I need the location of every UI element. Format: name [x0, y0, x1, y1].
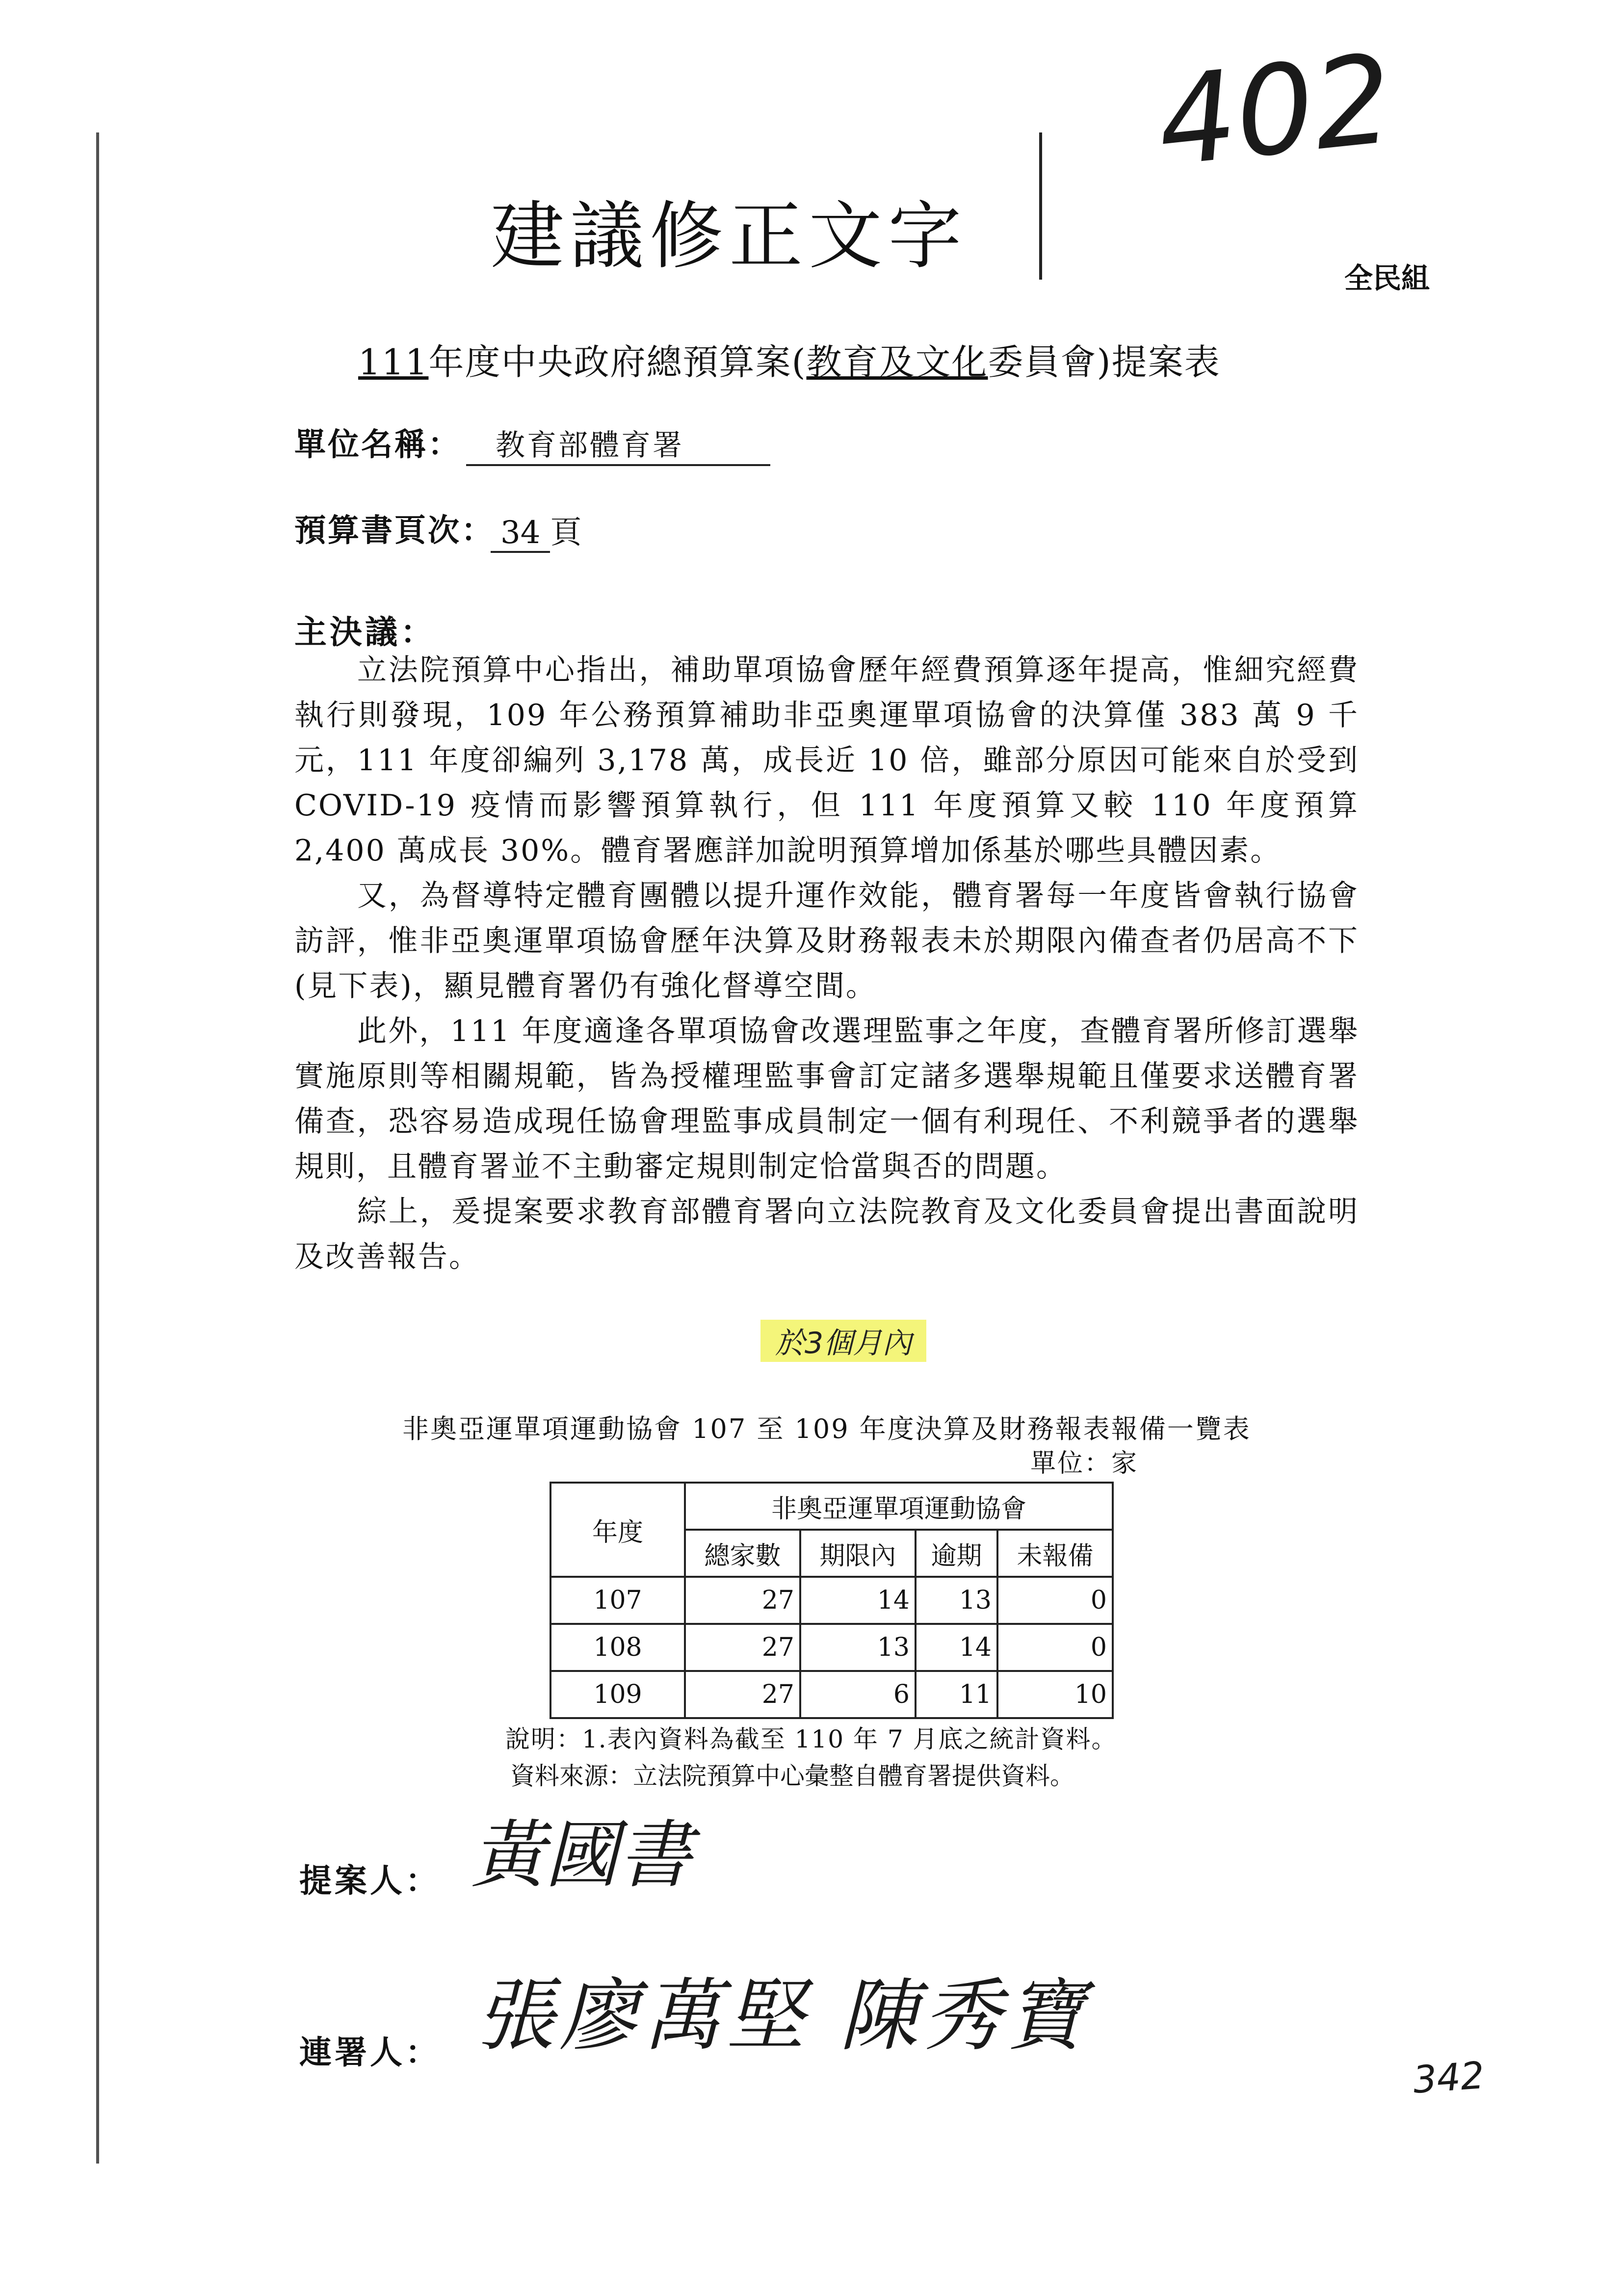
year-cell: 108: [550, 1624, 685, 1671]
overdue-cell: 11: [916, 1671, 997, 1718]
on-time-cell: 13: [800, 1624, 916, 1671]
budget-page-label: 預算書頁次：: [294, 512, 495, 549]
subtitle-text-2: 委員會)提案表: [988, 341, 1221, 383]
year-cell: 109: [550, 1671, 685, 1718]
total-cell: 27: [685, 1671, 800, 1718]
unreported-cell: 0: [997, 1624, 1113, 1671]
budget-page-value: 34: [491, 515, 550, 553]
proposer-label: 提案人：: [299, 1861, 441, 1900]
scan-margin-line: [96, 132, 99, 2164]
year-cell: 107: [550, 1577, 685, 1624]
column-header: 逾期: [916, 1530, 997, 1577]
on-time-cell: 6: [800, 1671, 916, 1718]
subtitle-committee: 教育及文化: [806, 341, 988, 383]
column-header: 總家數: [685, 1530, 800, 1577]
column-header: 未報備: [997, 1530, 1113, 1577]
year-header: 年度: [550, 1483, 685, 1577]
document-title: 建議修正文字: [491, 194, 968, 279]
table-row: [550, 1671, 1113, 1718]
paragraph: 立法院預算中心指出，補助單項協會歷年經費預算逐年提高，惟細究經費執行則發現，109 年公務預算補助非亞奧運單項協會的決算僅 383 萬 9 千元，111 年度卻編列 3,178 萬，成長近 10 倍，雖部分原因可能來自於受到 COVID-19 疫情而影響預算執行，但 111 年度預算又較 110 年度預算 2,400 萬成長 30%。體育署應詳加說明預算增加係基於哪些具體因素。: [294, 653, 1359, 868]
paragraph: 綜上，爰提案要求教育部體育署向立法院教育及文化委員會提出書面說明及改善報告。: [294, 1195, 1359, 1274]
handwritten-insert-highlight: 於3個月內: [760, 1320, 926, 1362]
total-cell: 27: [685, 1577, 800, 1624]
paragraph: 又，為督導特定體育團體以提升運作效能，體育署每一年度皆會執行協會訪評，惟非亞奧運單項協會歷年決算及財務報表未於期限內備查者仍居高不下(見下表)，顯見體育署仍有強化督導空間。: [294, 879, 1359, 1003]
proposer-signature: 黃國書: [471, 1813, 692, 1898]
group-header: 非奧亞運單項運動協會: [685, 1483, 1113, 1530]
group-label: 全民組: [1344, 261, 1430, 295]
budget-page-field: [491, 507, 581, 553]
handwritten-page-number: 402: [1151, 27, 1399, 194]
table-note: 說明：1.表內資料為截至 110 年 7 月底之統計資料。: [505, 1725, 1117, 1753]
cosigner-label: 連署人：: [299, 2033, 441, 2071]
main-resolution-label: 主決議：: [294, 613, 436, 651]
column-header: 期限內: [800, 1530, 916, 1577]
overdue-cell: 13: [916, 1577, 997, 1624]
table-title: 非奧亞運單項運動協會 107 至 109 年度決算及財務報表報備一覽表: [402, 1413, 1251, 1444]
table-unit: 單位：家: [1030, 1449, 1139, 1478]
overdue-cell: 14: [916, 1624, 997, 1671]
pen-stroke: [1039, 132, 1042, 280]
paragraph: 此外，111 年度適逢各單項協會改選理監事之年度，查體育署所修訂選舉實施原則等相關規範，皆為授權理監事會訂定諸多選舉規範且僅要求送體育署備查，恐容易造成現任協會理監事成員制定一個有利現任、不利競爭者的選舉規則，且體育署並不主動審定規則制定恰當與否的問題。: [294, 1014, 1359, 1184]
unit-name-label: 單位名稱：: [294, 426, 461, 463]
unit-name-value: 教育部體育署: [466, 422, 770, 466]
form-subtitle: [358, 334, 1221, 385]
on-time-cell: 14: [800, 1577, 916, 1624]
subtitle-text-1: 年度中央政府總預算案(: [428, 341, 807, 383]
total-cell: 27: [685, 1624, 800, 1671]
report-table: [550, 1482, 1114, 1719]
table-row: [550, 1624, 1113, 1671]
unreported-cell: 10: [997, 1671, 1113, 1718]
table-source: 資料來源：立法院預算中心彙整自體育署提供資料。: [510, 1762, 1074, 1790]
table-header-row: [550, 1483, 1113, 1530]
table-row: [550, 1577, 1113, 1624]
subtitle-year: 111: [358, 341, 429, 383]
budget-page-suffix: 頁: [550, 515, 582, 551]
cosigner-signatures: 張廖萬堅 陳秀寶: [476, 1970, 1090, 2061]
unreported-cell: 0: [997, 1577, 1113, 1624]
handwritten-bottom-number: 342: [1412, 2053, 1486, 2102]
main-resolution-body: [294, 648, 1359, 1279]
